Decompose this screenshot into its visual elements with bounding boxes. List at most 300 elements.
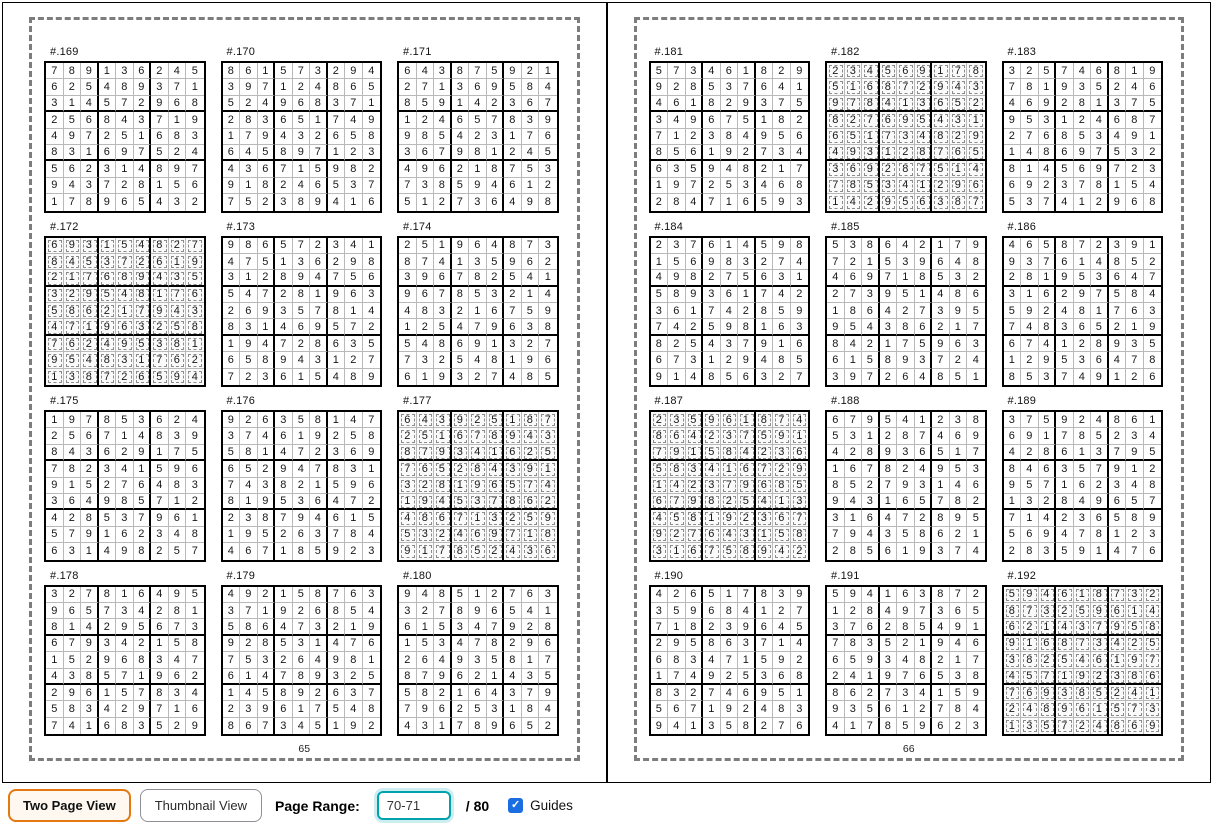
sudoku-cell: 3 bbox=[651, 112, 669, 128]
sudoku-cell: 4 bbox=[399, 718, 417, 734]
sudoku-cell: 5 bbox=[1039, 63, 1057, 79]
sudoku-cell: 3 bbox=[686, 461, 704, 477]
sudoku-cell: 9 bbox=[668, 445, 686, 461]
sudoku-cell: 7 bbox=[668, 669, 686, 685]
sudoku-cell: 2 bbox=[134, 527, 152, 543]
sudoku-cell: 2 bbox=[651, 636, 669, 652]
sudoku-cell: 2 bbox=[116, 178, 134, 194]
sudoku-cell: 2 bbox=[845, 603, 863, 619]
sudoku-cell: 4 bbox=[223, 161, 241, 177]
sudoku-cell: 1 bbox=[827, 303, 845, 319]
puzzle-label: #.181 bbox=[654, 46, 684, 58]
sudoku-cell: 9 bbox=[469, 336, 487, 352]
sudoku-cell: 7 bbox=[417, 669, 435, 685]
puzzle-grid-left bbox=[44, 46, 567, 736]
sudoku-cell: 4 bbox=[116, 636, 134, 652]
sudoku-cell: 9 bbox=[756, 129, 774, 145]
sudoku-cell: 3 bbox=[791, 319, 809, 335]
sudoku-cell: 5 bbox=[897, 287, 915, 303]
sudoku-cell: 7 bbox=[99, 178, 117, 194]
sudoku-cell: 2 bbox=[1091, 194, 1109, 210]
sudoku-cell: 9 bbox=[522, 352, 540, 368]
sudoku-cell: 4 bbox=[1091, 412, 1109, 428]
sudoku-cell: 9 bbox=[915, 718, 933, 734]
sudoku-cell: 2 bbox=[1021, 619, 1039, 635]
sudoku-cell: 2 bbox=[932, 412, 950, 428]
sudoku-cell: 5 bbox=[417, 96, 435, 112]
sudoku-cell: 7 bbox=[191, 545, 198, 558]
sudoku-cell: 4 bbox=[223, 587, 241, 603]
sudoku-cell: 3 bbox=[738, 178, 756, 194]
sudoku-cell: 5 bbox=[721, 543, 739, 559]
sudoku-cell: 8 bbox=[293, 194, 311, 210]
sudoku-cell: 3 bbox=[275, 718, 293, 734]
sudoku-cell: 6 bbox=[223, 145, 241, 161]
sudoku-cell: 6 bbox=[932, 254, 950, 270]
sudoku-cell: 9 bbox=[328, 287, 346, 303]
sudoku-cell: 4 bbox=[116, 112, 134, 128]
two-page-view-button[interactable]: Two Page View bbox=[8, 789, 131, 822]
sudoku-cell: 7 bbox=[64, 527, 82, 543]
sudoku-cell: 9 bbox=[845, 527, 863, 543]
sudoku-cell: 4 bbox=[151, 194, 169, 210]
sudoku-cell: 8 bbox=[827, 685, 845, 701]
sudoku-cell: 7 bbox=[1126, 701, 1144, 717]
sudoku-cell: 4 bbox=[310, 270, 328, 286]
sudoku-cell: 9 bbox=[1004, 254, 1022, 270]
sudoku-cell: 3 bbox=[686, 352, 704, 368]
sudoku-cell: 6 bbox=[1039, 129, 1057, 145]
sudoku-cell: 2 bbox=[487, 543, 505, 559]
sudoku-cell: 9 bbox=[434, 669, 452, 685]
sudoku-cell: 5 bbox=[363, 79, 381, 95]
sudoku-cell: 9 bbox=[151, 96, 169, 112]
sudoku-cell: 8 bbox=[756, 303, 774, 319]
sudoku-cell: 8 bbox=[880, 352, 898, 368]
sudoku-cell: 8 bbox=[363, 129, 381, 145]
sudoku-cell: 2 bbox=[897, 145, 915, 161]
sudoku-cell: 2 bbox=[99, 129, 117, 145]
sudoku-cell: 2 bbox=[417, 319, 435, 335]
sudoku-cell: 7 bbox=[46, 461, 64, 477]
sudoku-cell: 9 bbox=[487, 527, 505, 543]
sudoku-cell: 5 bbox=[81, 79, 99, 95]
sudoku-cell: 5 bbox=[915, 494, 933, 510]
sudoku-cell: 8 bbox=[897, 428, 915, 444]
sudoku-cell: 7 bbox=[363, 412, 381, 428]
sudoku-cell: 9 bbox=[738, 352, 756, 368]
sudoku-cell: 2 bbox=[399, 238, 417, 254]
sudoku-cell: 3 bbox=[223, 428, 241, 444]
sudoku-cell: 9 bbox=[46, 603, 64, 619]
sudoku-cell: 3 bbox=[487, 701, 505, 717]
sudoku-cell: 1 bbox=[1091, 303, 1109, 319]
sudoku-cell: 8 bbox=[1109, 254, 1127, 270]
sudoku-cell: 6 bbox=[134, 478, 152, 494]
sudoku-cell: 5 bbox=[1074, 270, 1092, 286]
sudoku-cell: 6 bbox=[310, 603, 328, 619]
sudoku-cell: 8 bbox=[738, 543, 756, 559]
sudoku-cell: 3 bbox=[668, 412, 686, 428]
sudoku-cell: 8 bbox=[487, 428, 505, 444]
sudoku-cell: 4 bbox=[134, 603, 152, 619]
sudoku-cell: 5 bbox=[169, 319, 187, 335]
sudoku-cell: 8 bbox=[99, 412, 117, 428]
sudoku-cell: 3 bbox=[1109, 96, 1127, 112]
sudoku-cell: 5 bbox=[845, 652, 863, 668]
sudoku-cell: 9 bbox=[950, 303, 968, 319]
sudoku-cell: 1 bbox=[1021, 161, 1039, 177]
sudoku-cell: 1 bbox=[827, 461, 845, 477]
sudoku-cell: 6 bbox=[1126, 718, 1144, 734]
sudoku-cell: 4 bbox=[345, 412, 363, 428]
sudoku-cell: 1 bbox=[310, 636, 328, 652]
sudoku-cell: 8 bbox=[223, 494, 241, 510]
sudoku-cell: 3 bbox=[845, 63, 863, 79]
sudoku-cell: 1 bbox=[240, 178, 258, 194]
sudoku-cell: 7 bbox=[686, 238, 704, 254]
sudoku-cell: 7 bbox=[1021, 603, 1039, 619]
sudoku-cell: 5 bbox=[1021, 478, 1039, 494]
sudoku-cell: 6 bbox=[1021, 238, 1039, 254]
sudoku-cell: 9 bbox=[99, 652, 117, 668]
sudoku-cell: 7 bbox=[275, 669, 293, 685]
sudoku-cell: 7 bbox=[1056, 718, 1074, 734]
sudoku-grid bbox=[221, 585, 383, 737]
sudoku-cell: 4 bbox=[258, 669, 276, 685]
sudoku-cell: 6 bbox=[310, 494, 328, 510]
sudoku-cell: 5 bbox=[686, 336, 704, 352]
sudoku-cell: 2 bbox=[310, 238, 328, 254]
sudoku-cell: 3 bbox=[932, 543, 950, 559]
sudoku-cell: 3 bbox=[275, 412, 293, 428]
sudoku-cell: 5 bbox=[932, 161, 950, 177]
sudoku-cell: 9 bbox=[81, 527, 99, 543]
sudoku-cell: 7 bbox=[845, 619, 863, 635]
sudoku-cell: 4 bbox=[703, 652, 721, 668]
sudoku-grid bbox=[825, 236, 987, 388]
sudoku-cell: 5 bbox=[756, 428, 774, 444]
sudoku-cell: 3 bbox=[1109, 669, 1127, 685]
sudoku-cell: 5 bbox=[452, 178, 470, 194]
sudoku-cell: 9 bbox=[116, 145, 134, 161]
sudoku-cell: 2 bbox=[186, 494, 204, 510]
sudoku-cell: 4 bbox=[46, 319, 64, 335]
sudoku-cell: 4 bbox=[668, 478, 686, 494]
sudoku-cell: 7 bbox=[915, 603, 933, 619]
sudoku-cell: 9 bbox=[310, 428, 328, 444]
sudoku-cell: 3 bbox=[99, 161, 117, 177]
sudoku-cell: 2 bbox=[258, 587, 276, 603]
sudoku-cell: 7 bbox=[932, 145, 950, 161]
sudoku-cell: 8 bbox=[328, 603, 346, 619]
sudoku-cell: 4 bbox=[932, 112, 950, 128]
sudoku-cell: 8 bbox=[880, 79, 898, 95]
sudoku-cell: 5 bbox=[363, 669, 381, 685]
sudoku-cell: 2 bbox=[1126, 527, 1144, 543]
sudoku-cell: 3 bbox=[1074, 79, 1092, 95]
sudoku-cell: 6 bbox=[756, 619, 774, 635]
sudoku-cell: 9 bbox=[99, 494, 117, 510]
sudoku-cell: 3 bbox=[897, 254, 915, 270]
sudoku-grid bbox=[44, 236, 206, 388]
sudoku-cell: 9 bbox=[686, 112, 704, 128]
sudoku-cell: 3 bbox=[1144, 701, 1162, 717]
sudoku-cell: 6 bbox=[46, 543, 64, 559]
sudoku-cell: 6 bbox=[469, 79, 487, 95]
sudoku-cell: 8 bbox=[915, 145, 933, 161]
sudoku-cell: 2 bbox=[46, 270, 64, 286]
sudoku-cell: 2 bbox=[668, 79, 686, 95]
sudoku-cell: 1 bbox=[773, 161, 791, 177]
sudoku-cell: 6 bbox=[293, 96, 311, 112]
sudoku-cell: 2 bbox=[721, 494, 739, 510]
sudoku-cell: 4 bbox=[897, 652, 915, 668]
sudoku-cell: 9 bbox=[223, 178, 241, 194]
sudoku-cell: 9 bbox=[915, 543, 933, 559]
sudoku-cell: 3 bbox=[773, 145, 791, 161]
sudoku-cell: 7 bbox=[345, 636, 363, 652]
sudoku-cell: 9 bbox=[452, 145, 470, 161]
sudoku-cell: 1 bbox=[310, 478, 328, 494]
sudoku-cell: 2 bbox=[293, 79, 311, 95]
sudoku-cell: 6 bbox=[845, 161, 863, 177]
sudoku-cell: 4 bbox=[1074, 652, 1092, 668]
thumbnail-view-button[interactable]: Thumbnail View bbox=[140, 789, 262, 822]
sudoku-cell: 8 bbox=[345, 369, 363, 385]
page-left bbox=[3, 3, 606, 782]
sudoku-cell: 9 bbox=[1004, 636, 1022, 652]
sudoku-cell: 7 bbox=[258, 718, 276, 734]
sudoku-cell: 2 bbox=[932, 652, 950, 668]
sudoku-cell: 2 bbox=[668, 587, 686, 603]
sudoku-cell: 4 bbox=[703, 336, 721, 352]
sudoku-cell: 2 bbox=[522, 445, 540, 461]
sudoku-cell: 6 bbox=[897, 494, 915, 510]
sudoku-cell: 1 bbox=[116, 428, 134, 444]
sudoku-cell: 2 bbox=[738, 303, 756, 319]
sudoku-cell: 9 bbox=[186, 254, 204, 270]
sudoku-cell: 1 bbox=[240, 270, 258, 286]
sudoku-cell: 1 bbox=[932, 685, 950, 701]
sudoku-cell: 3 bbox=[116, 63, 134, 79]
sudoku-cell: 1 bbox=[1144, 685, 1162, 701]
sudoku-cell: 7 bbox=[862, 369, 880, 385]
sudoku-cell: 1 bbox=[668, 619, 686, 635]
sudoku-cell: 4 bbox=[240, 478, 258, 494]
sudoku-cell: 7 bbox=[434, 287, 452, 303]
sudoku-cell: 5 bbox=[738, 494, 756, 510]
sudoku-cell: 8 bbox=[417, 129, 435, 145]
sudoku-cell: 6 bbox=[1144, 79, 1162, 95]
sudoku-cell: 8 bbox=[967, 669, 985, 685]
sudoku-cell: 5 bbox=[275, 63, 293, 79]
sudoku-cell: 3 bbox=[651, 303, 669, 319]
page-range-input[interactable] bbox=[377, 791, 451, 820]
sudoku-cell: 4 bbox=[328, 369, 346, 385]
sudoku-cell: 1 bbox=[46, 652, 64, 668]
sudoku-cell: 7 bbox=[791, 510, 809, 526]
sudoku-cell: 6 bbox=[738, 194, 756, 210]
sudoku-cell: 9 bbox=[399, 587, 417, 603]
sudoku-cell: 8 bbox=[915, 270, 933, 286]
sudoku-cell: 6 bbox=[1056, 445, 1074, 461]
sudoku-cell: 9 bbox=[328, 543, 346, 559]
sudoku-puzzle bbox=[397, 570, 559, 737]
sudoku-grid bbox=[825, 61, 987, 213]
sudoku-cell: 9 bbox=[738, 96, 756, 112]
sudoku-cell: 4 bbox=[972, 545, 979, 558]
sudoku-cell: 8 bbox=[539, 527, 557, 543]
sudoku-cell: 6 bbox=[1091, 63, 1109, 79]
sudoku-cell: 5 bbox=[721, 718, 739, 734]
sudoku-cell: 7 bbox=[504, 161, 522, 177]
guides-checkbox[interactable] bbox=[508, 798, 523, 813]
sudoku-cell: 7 bbox=[1074, 178, 1092, 194]
sudoku-cell: 8 bbox=[950, 194, 968, 210]
sudoku-cell: 6 bbox=[186, 461, 204, 477]
sudoku-cell: 6 bbox=[651, 352, 669, 368]
sudoku-cell: 9 bbox=[1039, 685, 1057, 701]
sudoku-cell: 2 bbox=[686, 685, 704, 701]
sudoku-cell: 5 bbox=[223, 445, 241, 461]
sudoku-cell: 5 bbox=[452, 587, 470, 603]
sudoku-cell: 6 bbox=[1074, 161, 1092, 177]
sudoku-cell: 6 bbox=[469, 685, 487, 701]
sudoku-cell: 9 bbox=[399, 129, 417, 145]
sudoku-cell: 6 bbox=[151, 412, 169, 428]
sudoku-cell: 8 bbox=[703, 636, 721, 652]
sudoku-cell: 9 bbox=[703, 254, 721, 270]
sudoku-cell: 7 bbox=[950, 543, 968, 559]
sudoku-cell: 7 bbox=[1074, 238, 1092, 254]
sudoku-cell: 7 bbox=[434, 543, 452, 559]
sudoku-cell: 9 bbox=[721, 510, 739, 526]
sudoku-cell: 5 bbox=[1004, 527, 1022, 543]
puzzle-grid-right bbox=[649, 46, 1172, 736]
sudoku-cell: 7 bbox=[99, 603, 117, 619]
sudoku-cell: 5 bbox=[116, 412, 134, 428]
sudoku-cell: 2 bbox=[651, 412, 669, 428]
sudoku-cell: 2 bbox=[668, 527, 686, 543]
sudoku-cell: 6 bbox=[434, 270, 452, 286]
sudoku-cell: 8 bbox=[756, 63, 774, 79]
sudoku-cell: 8 bbox=[134, 543, 152, 559]
sudoku-cell: 5 bbox=[862, 543, 880, 559]
sudoku-cell: 4 bbox=[721, 161, 739, 177]
puzzle-label: #.187 bbox=[654, 395, 684, 408]
sudoku-grid bbox=[397, 410, 559, 562]
sudoku-cell: 5 bbox=[1004, 587, 1022, 603]
sudoku-cell: 3 bbox=[738, 527, 756, 543]
sudoku-cell: 8 bbox=[897, 619, 915, 635]
sudoku-cell: 2 bbox=[950, 718, 968, 734]
sudoku-cell: 6 bbox=[950, 603, 968, 619]
sudoku-cell: 9 bbox=[862, 270, 880, 286]
puzzle-label: #.169 bbox=[50, 46, 79, 58]
page-right bbox=[608, 3, 1211, 782]
sudoku-cell: 2 bbox=[827, 543, 845, 559]
sudoku-cell: 4 bbox=[258, 428, 276, 444]
sudoku-cell: 5 bbox=[862, 178, 880, 194]
sudoku-cell: 2 bbox=[223, 112, 241, 128]
sudoku-cell: 3 bbox=[827, 161, 845, 177]
sudoku-cell: 5 bbox=[703, 587, 721, 603]
sudoku-cell: 6 bbox=[1056, 587, 1074, 603]
sudoku-cell: 2 bbox=[310, 129, 328, 145]
sudoku-cell: 9 bbox=[258, 129, 276, 145]
sudoku-cell: 3 bbox=[721, 79, 739, 95]
sudoku-cell: 6 bbox=[950, 428, 968, 444]
sudoku-cell: 4 bbox=[186, 685, 204, 701]
sudoku-cell: 9 bbox=[827, 701, 845, 717]
sudoku-cell: 2 bbox=[932, 319, 950, 335]
sudoku-cell: 8 bbox=[522, 701, 540, 717]
sudoku-cell: 5 bbox=[240, 652, 258, 668]
sudoku-cell: 8 bbox=[686, 270, 704, 286]
sudoku-cell: 2 bbox=[950, 527, 968, 543]
sudoku-cell: 3 bbox=[258, 652, 276, 668]
sudoku-cell: 7 bbox=[240, 129, 258, 145]
sudoku-cell: 2 bbox=[223, 303, 241, 319]
sudoku-cell: 4 bbox=[738, 129, 756, 145]
sudoku-cell: 4 bbox=[64, 445, 82, 461]
sudoku-cell: 6 bbox=[703, 527, 721, 543]
sudoku-cell: 4 bbox=[186, 145, 204, 161]
sudoku-cell: 5 bbox=[487, 412, 505, 428]
sudoku-cell: 2 bbox=[293, 336, 311, 352]
sudoku-cell: 7 bbox=[1109, 445, 1127, 461]
sudoku-cell: 7 bbox=[932, 701, 950, 717]
sudoku-cell: 8 bbox=[738, 161, 756, 177]
sudoku-cell: 8 bbox=[399, 445, 417, 461]
sudoku-cell: 4 bbox=[116, 287, 134, 303]
sudoku-cell: 7 bbox=[738, 428, 756, 444]
sudoku-cell: 1 bbox=[539, 270, 557, 286]
sudoku-cell: 3 bbox=[151, 652, 169, 668]
sudoku-cell: 1 bbox=[151, 636, 169, 652]
sudoku-cell: 5 bbox=[293, 412, 311, 428]
sudoku-cell: 2 bbox=[293, 478, 311, 494]
sudoku-cell: 4 bbox=[950, 478, 968, 494]
sudoku-cell: 9 bbox=[738, 478, 756, 494]
guides-checkbox-label: Guides bbox=[530, 798, 573, 813]
sudoku-cell: 2 bbox=[1021, 352, 1039, 368]
sudoku-cell: 3 bbox=[703, 287, 721, 303]
sudoku-cell: 6 bbox=[223, 669, 241, 685]
sudoku-cell: 3 bbox=[345, 178, 363, 194]
sudoku-cell: 6 bbox=[756, 478, 774, 494]
sudoku-cell: 3 bbox=[1109, 238, 1127, 254]
sudoku-cell: 5 bbox=[293, 587, 311, 603]
sudoku-cell: 7 bbox=[721, 112, 739, 128]
sudoku-cell: 2 bbox=[452, 701, 470, 717]
sudoku-cell: 4 bbox=[1109, 129, 1127, 145]
sudoku-cell: 1 bbox=[310, 112, 328, 128]
sudoku-cell: 8 bbox=[668, 652, 686, 668]
sudoku-cell: 8 bbox=[275, 685, 293, 701]
sudoku-cell: 9 bbox=[539, 685, 557, 701]
sudoku-cell: 6 bbox=[223, 461, 241, 477]
sudoku-cell: 2 bbox=[151, 603, 169, 619]
sudoku-cell: 9 bbox=[862, 652, 880, 668]
sudoku-cell: 2 bbox=[328, 428, 346, 444]
sudoku-cell: 9 bbox=[932, 461, 950, 477]
sudoku-cell: 3 bbox=[328, 96, 346, 112]
sudoku-cell: 2 bbox=[399, 79, 417, 95]
sudoku-cell: 4 bbox=[186, 369, 204, 385]
sudoku-cell: 4 bbox=[275, 129, 293, 145]
